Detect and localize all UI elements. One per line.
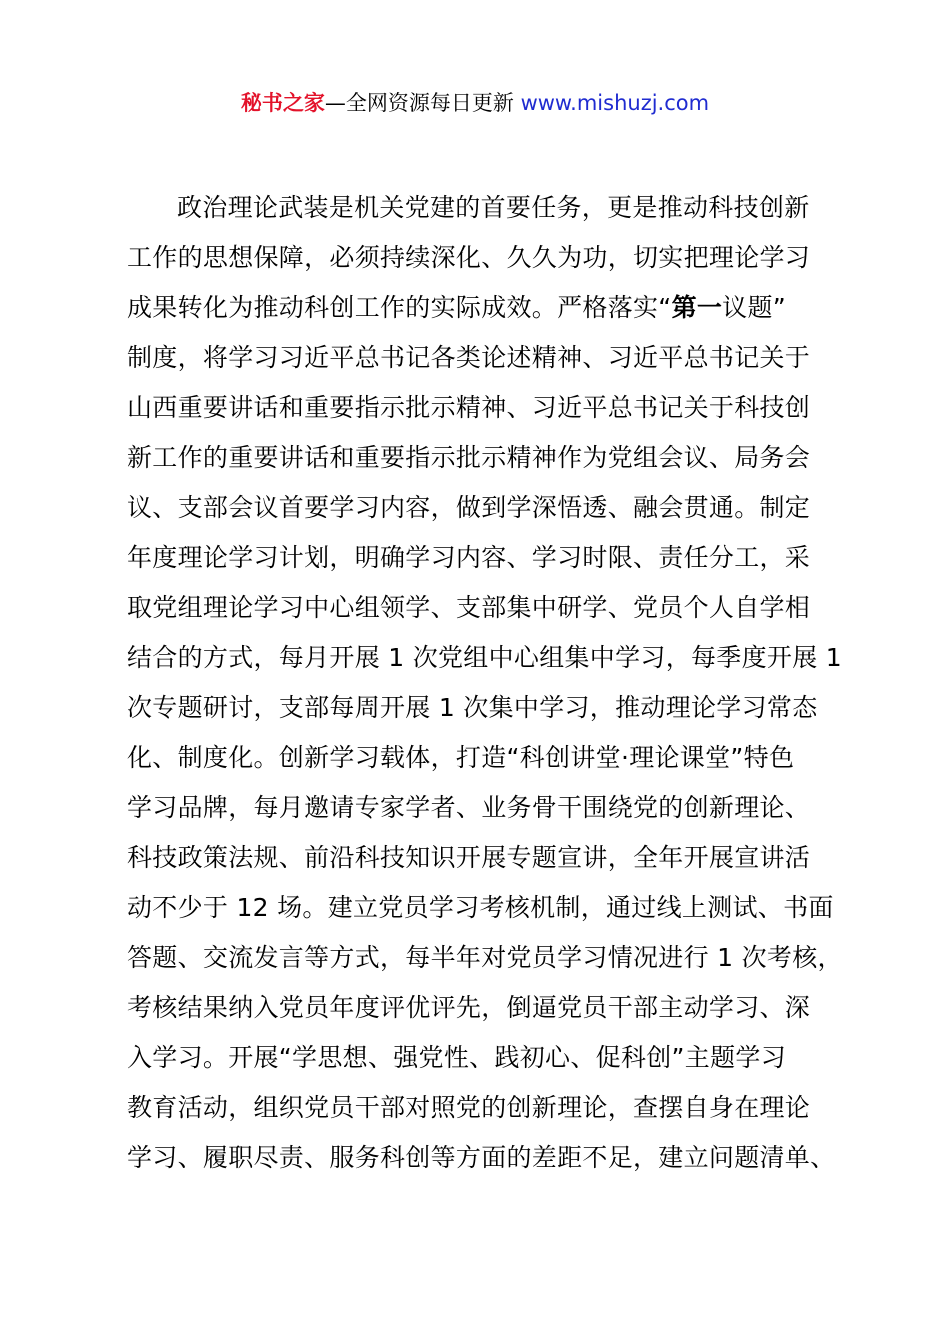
- paragraph-line: 新工作的重要讲话和重要指示批示精神作为党组会议、局务会: [127, 443, 811, 472]
- paragraph-line: 科技政策法规、前沿科技知识开展专题宣讲，全年开展宣讲活: [127, 843, 811, 872]
- paragraph-line: 工作的思想保障，必须持续深化、久久为功，切实把理论学习: [127, 243, 811, 272]
- paragraph-line: 化、制度化。创新学习载体，打造“科创讲堂·理论课堂”特色: [127, 743, 795, 772]
- paragraph-line: 政治理论武装是机关党建的首要任务，更是推动科技创新: [177, 193, 810, 222]
- paragraph-line: 议、支部会议首要学习内容，做到学深悟透、融会贯通。制定: [127, 493, 811, 522]
- bold-emphasis: 第一: [671, 293, 723, 322]
- paragraph-line: 成果转化为推动科创工作的实际成效。严格落实“第一议题”: [127, 293, 787, 322]
- brand-name: 秘书之家: [240, 91, 325, 115]
- paragraph-line: 学习、履职尽责、服务科创等方面的差距不足，建立问题清单、: [127, 1143, 836, 1172]
- paragraph-line: 学习品牌，每月邀请专家学者、业务骨干围绕党的创新理论、: [127, 793, 811, 822]
- paragraph-line: 教育活动，组织党员干部对照党的创新理论，查摆自身在理论: [127, 1093, 811, 1122]
- document-header: [0, 88, 950, 118]
- body-paragraph: [127, 183, 843, 1183]
- paragraph-line: 答题、交流发言等方式，每半年对党员学习情况进行 1 次考核，: [127, 943, 843, 972]
- paragraph-line: 取党组理论学习中心组领学、支部集中研学、党员个人自学相: [127, 593, 811, 622]
- website-link[interactable]: www.mishuzj.com: [520, 91, 710, 115]
- paragraph-line: 制度，将学习习近平总书记各类论述精神、习近平总书记关于: [127, 343, 811, 372]
- header-tagline: —全网资源每日更新: [324, 91, 521, 115]
- paragraph-line: 入学习。开展“学思想、强党性、践初心、促科创”主题学习: [127, 1043, 787, 1072]
- paragraph-line: 结合的方式，每月开展 1 次党组中心组集中学习，每季度开展 1: [127, 643, 842, 672]
- paragraph-line: 考核结果纳入党员年度评优评先，倒逼党员干部主动学习、深: [127, 993, 811, 1022]
- paragraph-line: 动不少于 12 场。建立党员学习考核机制，通过线上测试、书面: [127, 893, 834, 922]
- paragraph-line: 年度理论学习计划，明确学习内容、学习时限、责任分工，采: [127, 543, 811, 572]
- paragraph-line: 山西重要讲话和重要指示批示精神、习近平总书记关于科技创: [127, 393, 811, 422]
- paragraph-line: 次专题研讨，支部每周开展 1 次集中学习，推动理论学习常态: [127, 693, 818, 722]
